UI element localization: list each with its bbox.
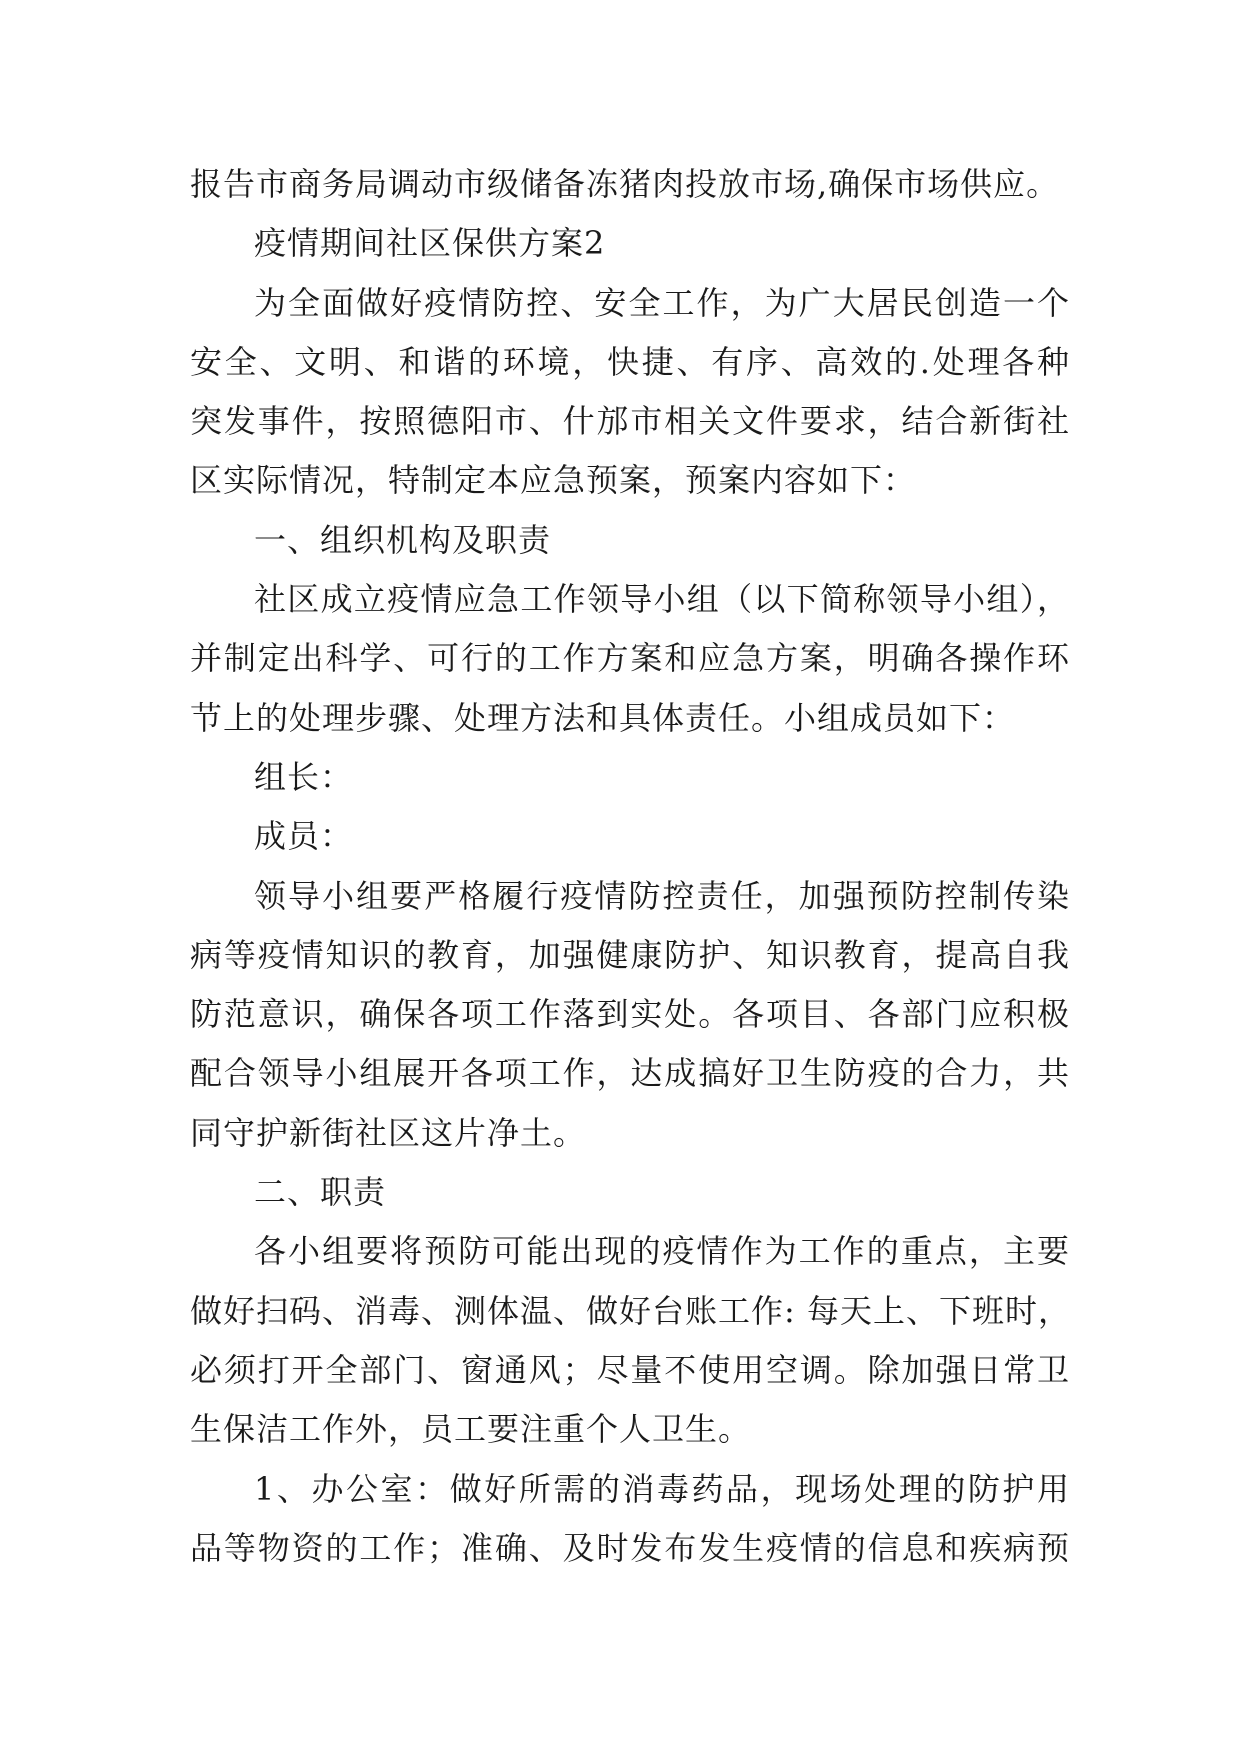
section-title: 疫情期间社区保供方案2 [254, 224, 606, 263]
text-line: 安全、文明、和谐的环境，快捷、有序、高效的.处理各种 [190, 342, 1070, 381]
text-line: 并制定出科学、可行的工作方案和应急方案，明确各操作环 [190, 639, 1070, 678]
text-line: 区实际情况，特制定本应急预案，预案内容如下： [190, 461, 917, 500]
text-line: 各小组要将预防可能出现的疫情作为工作的重点，主要 [254, 1232, 1070, 1271]
text-line: 配合领导小组展开各项工作，达成搞好卫生防疫的合力，共 [190, 1054, 1070, 1093]
text-line: 做好扫码、消毒、测体温、做好台账工作: 每天上、下班时， [190, 1291, 1071, 1330]
section-heading: 二、职责 [254, 1173, 387, 1212]
text-line: 为全面做好疫情防控、安全工作，为广大居民创造一个 [254, 283, 1070, 322]
text-line: 突发事件，按照德阳市、什邡市相关文件要求，结合新街社 [190, 402, 1070, 441]
text-line: 1、办公室：做好所需的消毒药品，现场处理的防护用 [254, 1469, 1070, 1508]
text-line: 社区成立疫情应急工作领导小组（以下简称领导小组）， [254, 580, 1070, 619]
text-line: 防范意识，确保各项工作落到实处。各项目、各部门应积极 [190, 995, 1070, 1034]
text-line: 生保洁工作外，员工要注重个人卫生。 [190, 1410, 752, 1449]
text-line: 报告市商务局调动市级储备冻猪肉投放市场,确保市场供应。 [190, 165, 1060, 203]
text-line: 必须打开全部门、窗通风；尽量不使用空调。除加强日常卫 [190, 1350, 1070, 1389]
text-line: 领导小组要严格履行疫情防控责任，加强预防控制传染 [254, 876, 1070, 915]
text-line: 成员： [254, 817, 354, 856]
text-line: 同守护新街社区这片净土。 [190, 1113, 587, 1152]
text-line: 组长： [254, 757, 354, 796]
document-body [190, 155, 1070, 1578]
section-heading: 一、组织机构及职责 [254, 520, 552, 559]
text-line: 节上的处理步骤、处理方法和具体责任。小组成员如下： [190, 698, 1016, 737]
text-line: 病等疫情知识的教育，加强健康防护、知识教育，提高自我 [190, 935, 1070, 974]
text-line: 品等物资的工作；准确、及时发布发生疫情的信息和疾病预 [190, 1528, 1070, 1567]
